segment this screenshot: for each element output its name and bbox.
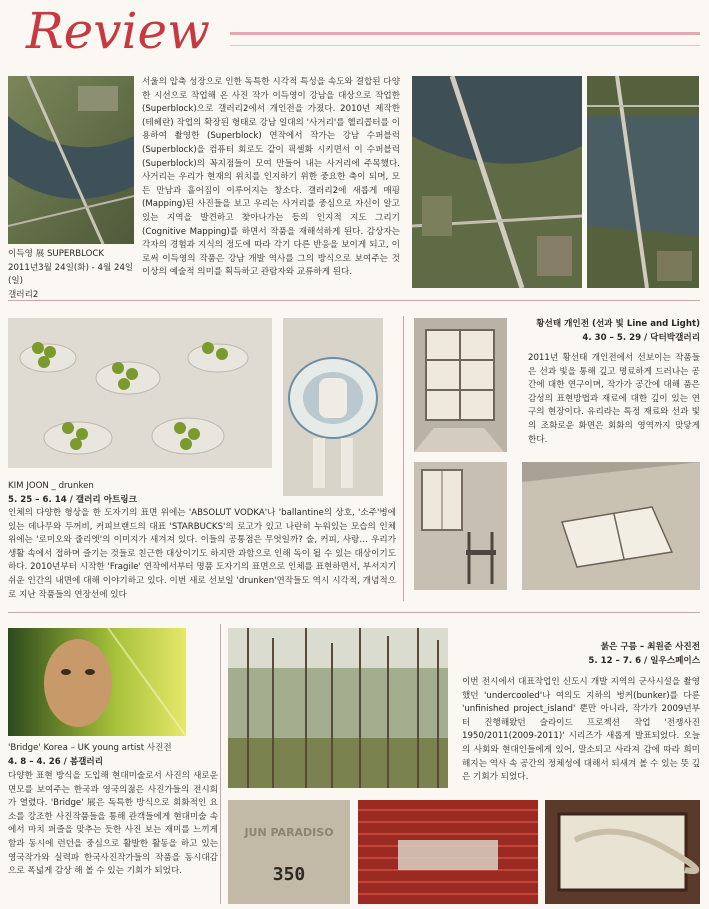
superblock-body: 서울의 압축 성장으로 인한 독특한 시각적 특성을 속도와 결합된 다양한 시선으로 작업해 온 사진 작가 이득영이 강남을 대상으로 작업한 (Superblock)으로 갤러리2에서 개인전을 가졌다. 2010년 제작한 (테헤란) 작업의 확장된 형태로 강남 일대의 '사거리'를 헬리콥터를 이용하여 촬영한 (Superblock) 연작에서 작가는 강남 수퍼블럭(Superblock)을 컴퓨터 회로도 같이 픽셀화 시키면서 이 수퍼블럭(Superblock)의 꼭지점들이 모여 만들어 내는 사거리에 주목했다. 사거리는 우리가 현재의 위치를 인지하기 위한 중요한 축이 되며, 모든 만남과 흩어짐이 이루어지는 창소다. 갤러리2에 새롭게 매핑(Mapping)된 사진들을 보고 우리는 사거리를 중심으로 자신이 알고 있는 지역을 발견하고 찾아나가는 등의 인지적 지도 그리기(Cognitive Mapping)를 하면서 작품을 재해석하게 된다. 감상자는 각자의 경험과 지식의 정도에 따라 각기 다른 반응을 보이게 되고, 이로써 이득영의 작품은 강남 개발 역사를 그의 방식으로 보여주는 것 이상의 예술적 의미를 획득하고 관람자와 교류하게 된다. — [142, 77, 400, 278]
hwang-chair-photo — [414, 462, 507, 590]
header-rule — [230, 32, 700, 46]
redcloud-forest-photo — [228, 628, 448, 788]
hwang-caption — [512, 318, 700, 345]
superblock-aerial-photo-2 — [587, 76, 699, 288]
redcloud-wall-photo — [228, 800, 350, 904]
kimjoon-caption — [8, 480, 308, 507]
redcloud-shutter-photo — [358, 800, 538, 904]
redcloud-caption-title: 붉은 구름 – 최원준 사진전 — [600, 642, 700, 652]
kimjoon-caption-title: KIM JOON _ drunken — [8, 481, 94, 491]
review-title-text: Review — [26, 2, 210, 58]
wall-stamp-text: JUN PARADISO — [244, 826, 334, 839]
hwang-book-photo — [522, 462, 700, 590]
redcloud-body: 이번 전시에서 대표작업인 신도시 개발 지역의 군사시설을 촬영했던 'undercooled'나 여의도 지하의 벙커(bunker)를 다룬 'unfinished project_island' 뿐만 아니라, 작가가 2009년부터 진행해왔던 슬라이드 프로젝션 작업 '전쟁사진1950/2011(2009-2011)' 시리즈가 새롭게 발표되었다. 오늘의 사회와 현대인들에게 있어, 말소되고 사라져 감에 따라 희미해지는 역사 속 공간의 정체성에 대해서 되새겨 볼 수 있는 뜻 깊은 기회가 되었다. — [462, 677, 700, 783]
redcloud-caption-date: 5. 12 – 7. 6 / 일우스페이스 — [588, 655, 700, 666]
kimjoon-ceramics-photo — [8, 318, 272, 468]
superblock-caption-title: 이득영 展 SUPERBLOCK — [8, 249, 105, 259]
superblock-caption — [8, 248, 148, 302]
hwang-window-photo — [414, 318, 507, 452]
bridge-caption-title: 'Bridge' Korea – UK young artist 사진전 — [8, 743, 172, 753]
redcloud-board-photo — [545, 800, 700, 904]
column-divider-2 — [220, 624, 221, 904]
superblock-aerial-photo-1 — [412, 76, 582, 288]
bridge-portrait-photo — [8, 628, 186, 736]
hwang-caption-title: 황선태 개인전 (선과 빛 Line and Light) — [536, 319, 700, 329]
superblock-caption-venue: 갤러리2 — [8, 289, 39, 300]
kimjoon-body: 인체의 다양한 형상을 한 도자기의 표면 위에는 'ABSOLUT VODKA'나 'ballantine의 상호, '소주'병에 있는 데나무와 두꺼비, 커피브랜드의 대표 'STARBUCKS'의 로고가 있고 나란히 누워있는 모습의 인체 위에는 '로미오와 줄리엣'의 이미지가 새겨져 있다. 이들의 공통점은 무엇일까? 술, 커피, 사랑… 우리가 생활 속에서 접하며 즐기는 것들로 친근한 대상이기도 하지만 과함으로 인해 독이 될 수 있는 대상이기도 하다. 2010년부터 시작한 'Fragile' 연작에서부터 명품 도자기의 표면으로 인체를 표현하면서, 부서지기 쉬운 인간의 내면에 대해 이야기하고 있다. 이번 새로 선보일 'drunken'연작들도 역시 시각적, 개념적으로 지난 작품들의 연장선에 있다 — [8, 508, 396, 600]
hwang-body: 2011년 황선태 개인전에서 선보이는 작품들은 선과 빛을 통해 깊고 명료하게 드러나는 공간에 대한 연구이며, 작가가 공간에 대해 품은 감성의 표현방법과 재료에 대한 깊이 있는 연구의 현장이다. 유리라는 특정 재료와 선과 빛의 조화로운 화면은 회화의 영역까지 맞닿게 한다. — [528, 353, 700, 445]
bridge-caption — [8, 742, 218, 769]
hwang-caption-date: 4. 30 – 5. 29 / 닥터박갤러리 — [582, 332, 700, 343]
redcloud-caption — [456, 641, 700, 668]
kimjoon-caption-date: 5. 25 – 6. 14 / 갤러리 아트링크 — [8, 494, 137, 505]
section-divider-2 — [8, 612, 700, 613]
column-divider-1 — [403, 316, 404, 601]
superblock-caption-date: 2011년3월 24일(화) - 4월 24일(일) — [8, 262, 134, 287]
kimjoon-figure-photo — [283, 318, 383, 496]
bridge-caption-date: 4. 8 – 4. 26 / 봄갤러리 — [8, 756, 104, 767]
number-plate-text: 350 — [272, 864, 306, 885]
bridge-body: 다양한 표현 방식을 도입해 현대미술로서 사진의 새로운 면모를 보여주는 한국과 영국의젊은 사진가들의 전시회가 열렸다. 'Bridge' 展은 독특한 방식으로 회화적인 요소를 강조한 사진작품들을 통해 관객들에게 현대미술 속에서 마치 퍼즐을 맞추는 듯한 사진 보는 재미를 느끼게 함과 동시에 런던을 중심으로 활발한 활동을 하고 있는 영국작가와 실력파 한국사진작가들의 작품을 동시대감으로 폭넓게 감상 해 볼 수 있는 기회가 되었다. — [8, 771, 218, 877]
superblock-thumb-photo — [8, 76, 134, 244]
section-divider-1 — [8, 300, 700, 301]
review-title — [22, 2, 232, 58]
